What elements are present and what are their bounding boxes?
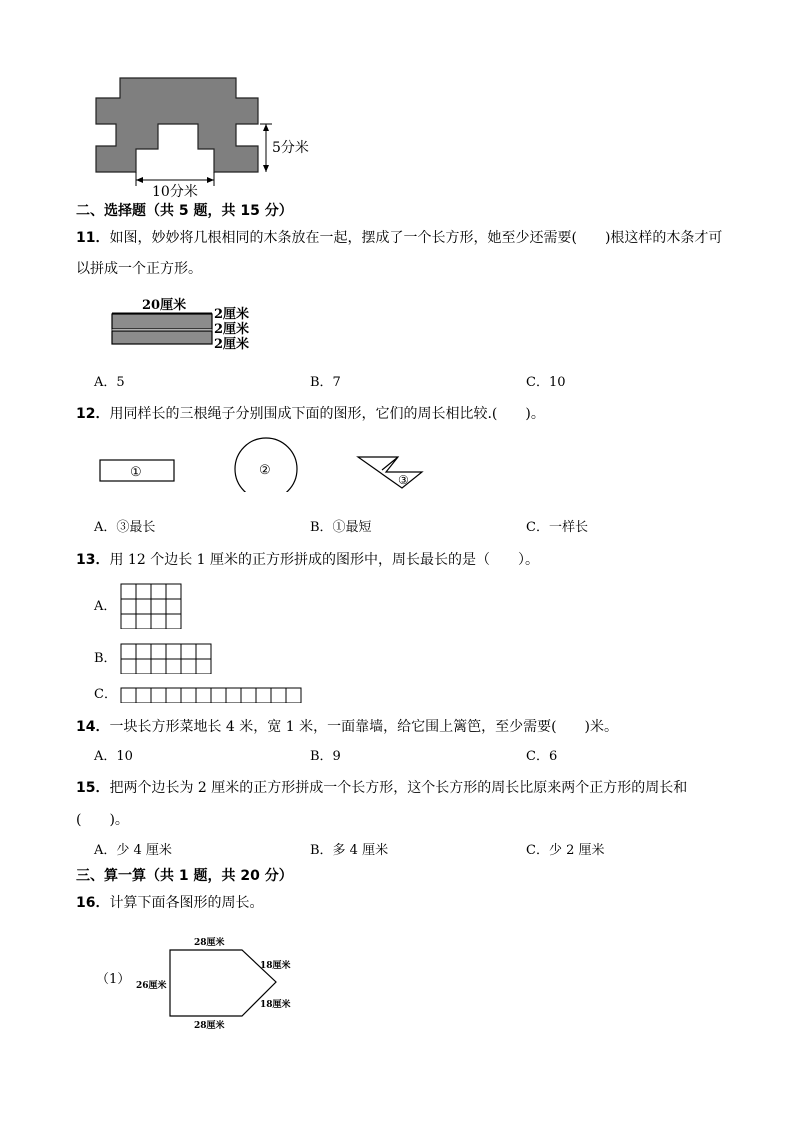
section-3-heading: 三、算一算（共 1 题，共 20 分） [76, 868, 293, 884]
right-top-side-label: 18厘米 [260, 961, 291, 971]
height-arrow-bottom [263, 165, 269, 172]
grid-square [136, 614, 151, 629]
option-c[interactable]: C．10 [526, 375, 566, 390]
top-side-label: 28厘米 [194, 938, 225, 948]
grid-square [136, 599, 151, 614]
grid-square [226, 688, 241, 703]
question-text: 计算下面各图形的周长。 [109, 895, 264, 911]
wood-strip-3 [112, 331, 212, 344]
height-label: 5分米 [272, 140, 309, 156]
pentagon-figure [130, 930, 300, 1034]
grid-square [121, 599, 136, 614]
option-b-label[interactable]: B． [94, 651, 117, 666]
option-c[interactable]: C．6 [526, 749, 558, 764]
option-b[interactable]: B．多 4 厘米 [310, 843, 389, 858]
grid-square [196, 688, 211, 703]
right-bottom-side-label: 18厘米 [260, 1000, 291, 1010]
grid-square [151, 599, 166, 614]
option-a-grid[interactable] [120, 583, 182, 629]
question-number: 16． [76, 895, 110, 911]
grid-square [181, 659, 196, 674]
shape-label-3: ③ [398, 473, 409, 487]
grid-square [121, 644, 136, 659]
grid-square [166, 688, 181, 703]
question-15-line2: ( )。 [76, 812, 129, 828]
height-arrow-top [263, 124, 269, 131]
section-2-heading: 二、选择题（共 5 题，共 15 分） [76, 203, 293, 219]
grid-square [121, 688, 136, 703]
grid-square [121, 614, 136, 629]
wood-strips-figure [108, 296, 268, 356]
grid-square [166, 599, 181, 614]
question-text: 用同样长的三根绳子分别围成下面的图形，它们的周长相比较.( )。 [109, 406, 545, 422]
option-b[interactable]: B．9 [310, 749, 341, 764]
question-16 [76, 893, 263, 913]
grid-square [271, 688, 286, 703]
strip-width-label-3: 2厘米 [214, 337, 250, 352]
option-b[interactable]: B．7 [310, 375, 341, 390]
option-c-grid[interactable] [120, 687, 302, 703]
strip-width-label-2: 2厘米 [214, 322, 250, 337]
grid-square [256, 688, 271, 703]
question-text: 用 12 个边长 1 厘米的正方形拼成的图形中，周长最长的是（ ）。 [109, 552, 540, 568]
grid-square [166, 659, 181, 674]
option-a[interactable]: A．③最长 [94, 520, 156, 535]
option-c[interactable]: C．一样长 [526, 520, 588, 535]
question-number: 12． [76, 406, 110, 422]
strip-length-label: 20厘米 [142, 298, 187, 313]
option-a-label[interactable]: A． [94, 599, 117, 614]
question-11 [76, 228, 722, 248]
grid-square [151, 644, 166, 659]
option-a[interactable]: A．少 4 厘米 [94, 843, 172, 858]
width-label: 10分米 [152, 184, 198, 200]
grid-square [136, 584, 151, 599]
question-15 [76, 778, 687, 798]
question-13 [76, 550, 539, 570]
grid-square [181, 688, 196, 703]
grid-square [196, 644, 211, 659]
grid-square [196, 659, 211, 674]
width-arrow-right [207, 177, 214, 183]
grid-square [166, 644, 181, 659]
option-b-grid[interactable] [120, 643, 212, 674]
grid-square [166, 614, 181, 629]
question-14 [76, 717, 618, 737]
castle-figure [90, 74, 330, 200]
grid-square [181, 644, 196, 659]
grid-square [151, 659, 166, 674]
grid-square [151, 614, 166, 629]
question-number: 14． [76, 719, 110, 735]
question-12 [76, 404, 545, 424]
question-number: 15． [76, 780, 110, 796]
sub-question-label: （1） [96, 972, 131, 987]
grid-square [121, 584, 136, 599]
grid-square [166, 584, 181, 599]
grid-square [136, 688, 151, 703]
question-number: 11． [76, 230, 110, 246]
question-text: 如图，妙妙将几根相同的木条放在一起，摆成了一个长方形，她至少还需要( )根这样的木条才可 [109, 230, 723, 246]
grid-square [151, 584, 166, 599]
wood-strip-1 [112, 314, 212, 329]
shape-label-2: ② [259, 463, 271, 478]
grid-square [136, 659, 151, 674]
option-c-label[interactable]: C． [94, 687, 117, 702]
question-11-line2: 以拼成一个正方形。 [76, 261, 202, 277]
triangle-shape [358, 457, 422, 488]
grid-square [211, 688, 226, 703]
option-b[interactable]: B．①最短 [310, 520, 372, 535]
width-arrow-left [136, 177, 143, 183]
grid-square [151, 688, 166, 703]
question-text: 一块长方形菜地长 4 米，宽 1 米，一面靠墙，给它围上篱笆，至少需要( )米。 [109, 719, 619, 735]
left-side-label: 26厘米 [136, 981, 167, 991]
bottom-side-label: 28厘米 [194, 1021, 225, 1031]
strip-width-label-1: 2厘米 [214, 307, 250, 322]
grid-square [136, 644, 151, 659]
grid-square [286, 688, 301, 703]
option-c[interactable]: C．少 2 厘米 [526, 843, 605, 858]
question-text: 把两个边长为 2 厘米的正方形拼成一个长方形，这个长方形的周长比原来两个正方形的周长和 [109, 780, 688, 796]
grid-square [241, 688, 256, 703]
option-a[interactable]: A．5 [94, 375, 125, 390]
rope-shapes-figure [96, 436, 436, 492]
shape-label-1: ① [130, 465, 142, 480]
grid-square [121, 659, 136, 674]
question-number: 13． [76, 552, 110, 568]
option-a[interactable]: A．10 [94, 749, 133, 764]
castle-shape [96, 78, 258, 172]
